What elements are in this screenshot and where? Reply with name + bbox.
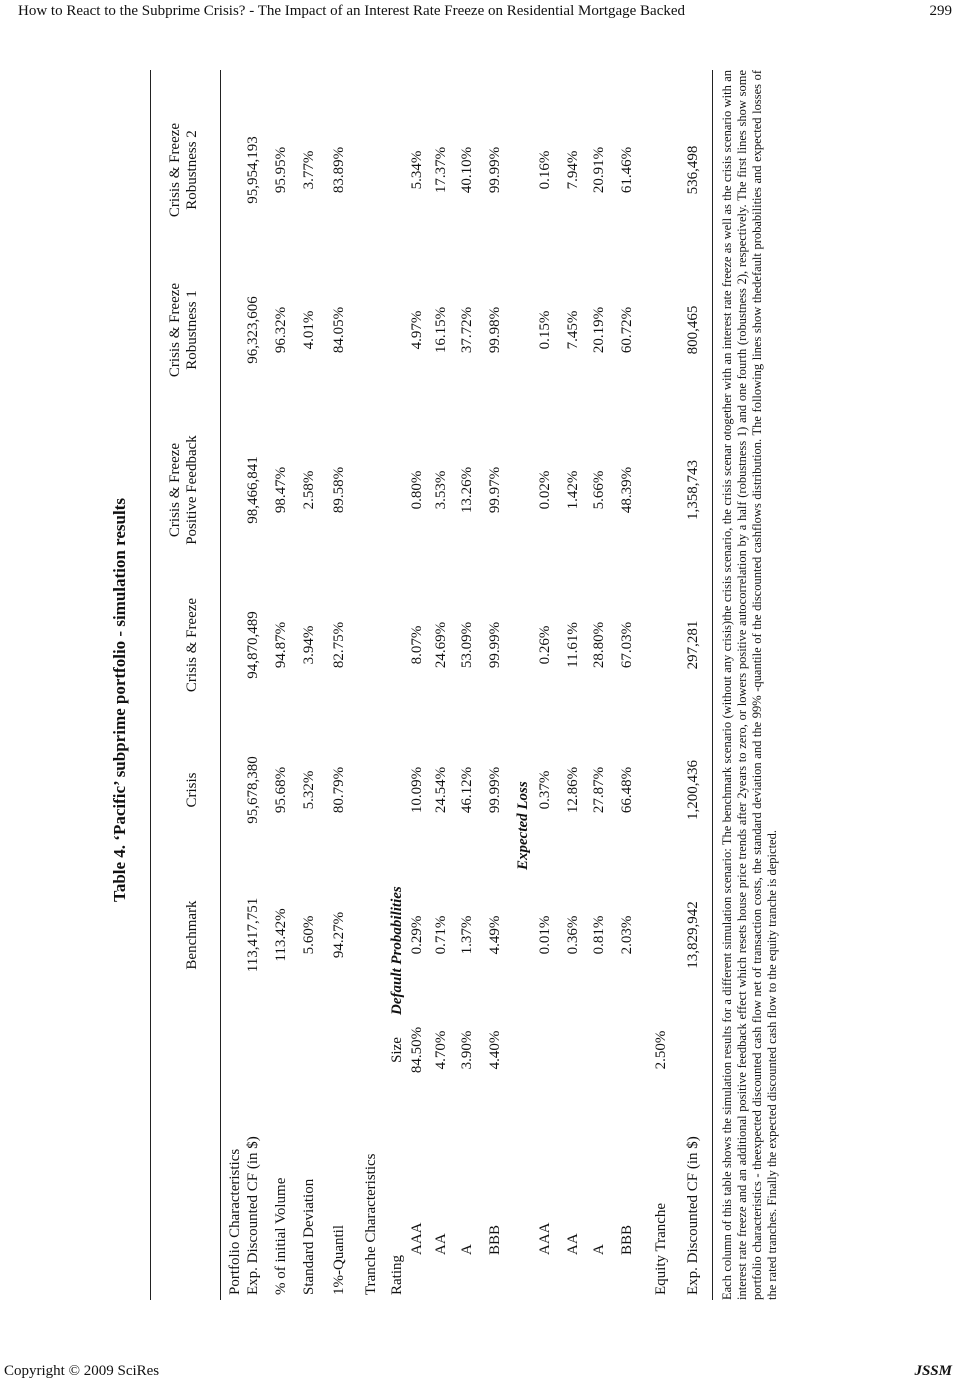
table-cell: 800,465 <box>685 305 701 355</box>
rating-bbb: BBB <box>619 1224 635 1255</box>
row-label-quantil: 1%-Quantil <box>331 1225 347 1295</box>
table-cell: 84.05% <box>331 306 347 354</box>
expected-loss-label: Expected Loss <box>515 781 531 870</box>
rating-aaa: AAA <box>537 1222 553 1255</box>
table-cell: 1.37% <box>459 915 475 955</box>
table-cell: 99.99% <box>487 621 503 669</box>
table-cell: 83.89% <box>331 146 347 194</box>
portfolio-section-label: Portfolio Characteristics <box>227 1148 243 1295</box>
table-cell: 24.54% <box>433 766 449 814</box>
table-cell: 13.26% <box>459 466 475 514</box>
col-header-2 <box>184 720 201 860</box>
table-cell: 11.61% <box>565 622 581 668</box>
table-cell: 16.15% <box>433 306 449 354</box>
col-header-3-text: Crisis & Freeze <box>184 597 200 693</box>
table-cell: 95,678,380 <box>245 756 261 824</box>
table-cell: 48.39% <box>619 466 635 514</box>
table-cell: 66.48% <box>619 766 635 814</box>
col-header-5-line1: Crisis & Freeze <box>167 282 183 378</box>
table-cell: 96,323,606 <box>245 296 261 364</box>
table-cell: 98,466,841 <box>245 456 261 524</box>
table-cell: 3.53% <box>433 470 449 510</box>
table-cell: 96.32% <box>273 306 289 354</box>
table-cell: 7.94% <box>565 150 581 190</box>
table-cell: 7.45% <box>565 310 581 350</box>
table-cell: 95.68% <box>273 766 289 814</box>
table-cell: 17.37% <box>433 146 449 194</box>
table-cell: 0.26% <box>537 625 553 665</box>
col-header-4-line2: Positive Feedback <box>184 435 200 545</box>
table-cell: 1,200,436 <box>685 760 701 820</box>
table-cell: 4.49% <box>487 915 503 955</box>
table-cell: 0.80% <box>409 470 425 510</box>
table-cell: 40.10% <box>459 146 475 194</box>
table-cell: 113.42% <box>273 908 289 962</box>
table-cell: 4.01% <box>301 310 317 350</box>
rating-label: Rating <box>389 1255 405 1295</box>
table-cell: 5.34% <box>409 150 425 190</box>
col-header-6 <box>167 90 201 250</box>
table-cell: 20.19% <box>591 306 607 354</box>
table-cell: 297,281 <box>685 620 701 670</box>
rating-bbb: BBB <box>487 1224 503 1255</box>
table-cell: 3.77% <box>301 150 317 190</box>
table-cell: 99.97% <box>487 466 503 514</box>
table-cell: 94,870,489 <box>245 611 261 679</box>
table-cell: 94.87% <box>273 621 289 669</box>
table-cell: 0.37% <box>537 770 553 810</box>
col-header-1 <box>184 860 201 1010</box>
rating-aa: AA <box>565 1233 581 1255</box>
table-cell: 8.07% <box>409 625 425 665</box>
row-label-std-dev: Standard Deviation <box>301 1178 317 1295</box>
table-cell: 67.03% <box>619 621 635 669</box>
table-cell: 0.01% <box>537 915 553 955</box>
page-footer <box>0 1360 966 1382</box>
table-cell: 5.60% <box>301 915 317 955</box>
table-cell: 0.71% <box>433 915 449 955</box>
equity-tranche-label: Equity Tranche <box>653 1202 669 1295</box>
table-cell: 4.97% <box>409 310 425 350</box>
table-bottom-rule <box>712 70 713 1300</box>
table-cell: 82.75% <box>331 621 347 669</box>
table-region <box>100 60 840 1340</box>
table-cell: 24.69% <box>433 621 449 669</box>
col-header-4 <box>167 410 201 570</box>
table-cell: 99.99% <box>487 146 503 194</box>
tranche-section-label: Tranche Characteristics <box>363 1153 379 1295</box>
table-cell: 113,417,751 <box>245 897 261 973</box>
col-header-2-text: Crisis <box>184 772 200 808</box>
table-cell: 98.47% <box>273 466 289 514</box>
equity-tranche-size: 2.50% <box>653 1030 669 1070</box>
table-top-rule <box>150 70 151 1300</box>
table-cell: 27.87% <box>591 766 607 814</box>
table-cell: 0.02% <box>537 470 553 510</box>
table-cell: 2.03% <box>619 915 635 955</box>
table-cell: 0.36% <box>565 915 581 955</box>
rating-aaa: AAA <box>409 1222 425 1255</box>
table-cell: 95,954,193 <box>245 136 261 204</box>
copyright-notice: Copyright © 2009 SciRes <box>4 1363 160 1379</box>
row-label-equity-exp-cf: Exp. Discounted CF (in $) <box>685 1136 701 1295</box>
table-cell: 10.09% <box>409 766 425 814</box>
table-cell: 99.98% <box>487 306 503 354</box>
rating-a: A <box>459 1244 475 1255</box>
tranche-size: 3.90% <box>459 1030 475 1070</box>
tranche-size: 4.40% <box>487 1030 503 1070</box>
rotated-table <box>100 60 840 1340</box>
tranche-size: 84.50% <box>409 1026 425 1074</box>
running-head <box>0 0 966 22</box>
table-cell: 60.72% <box>619 306 635 354</box>
col-header-4-line1: Crisis & Freeze <box>167 442 183 538</box>
table-cell: 80.79% <box>331 766 347 814</box>
table-header-rule <box>220 70 221 1300</box>
table-cell: 1.42% <box>565 470 581 510</box>
table-cell: 5.32% <box>301 770 317 810</box>
col-header-3 <box>184 570 201 720</box>
table-cell: 0.16% <box>537 150 553 190</box>
table-cell: 3.94% <box>301 625 317 665</box>
table-cell: 2.58% <box>301 470 317 510</box>
col-header-1-text: Benchmark <box>184 900 200 970</box>
table-cell: 0.81% <box>591 915 607 955</box>
table-cell: 0.15% <box>537 310 553 350</box>
col-header-5 <box>167 250 201 410</box>
table-cell: 1,358,743 <box>685 460 701 520</box>
table-cell: 20.91% <box>591 146 607 194</box>
table-note: Each column of this table shows the simulation results for a different simulation scenario: The benchmark scenario (without any crisis)the crisis scenario, the crisis scenar otogether with an interest rate freeze as well as the crisis scenario with an interest rate freeze and an additional positive feedback effect which resets house price trends after 2years to zero, or lowers positive autocorrelation by a half (robustness 1) and one fourth (robustness 2), respectively. The first lines show some portfolio characteristics - theexpected discounted cash flow net of transaction costs, the standard deviation and the 99% -quantile of the discounted cashflows distribution. The following lines show thedefault probabilities and expected losses of the rated tranches. Finally the expected discounted cash flow to the equity tranche is depicted. <box>720 70 779 1300</box>
table-cell: 13,829,942 <box>685 901 701 969</box>
table-cell: 89.58% <box>331 466 347 514</box>
table-cell: 95.95% <box>273 146 289 194</box>
running-head-title: How to React to the Subprime Crisis? - The Impact of an Interest Rate Freeze on Residential Mortgage Backed <box>18 3 686 19</box>
size-label: Size <box>389 1037 405 1063</box>
rating-aa: AA <box>433 1233 449 1255</box>
table-title: Table 4. ‘Pacific’ subprime portfolio - simulation results <box>110 498 129 902</box>
table-cell: 94.27% <box>331 911 347 959</box>
page-number: 299 <box>929 3 952 19</box>
table-cell: 37.72% <box>459 306 475 354</box>
table-cell: 46.12% <box>459 766 475 814</box>
rating-a: A <box>591 1244 607 1255</box>
table-cell: 53.09% <box>459 621 475 669</box>
col-header-5-line2: Robustness 1 <box>184 290 200 370</box>
table-cell: 0.29% <box>409 915 425 955</box>
table-cell: 12.86% <box>565 766 581 814</box>
row-label-exp-cf: Exp. Discounted CF (in $) <box>245 1136 261 1295</box>
table-cell: 536,498 <box>685 145 701 195</box>
row-label-initial-volume: % of initial Volume <box>273 1177 289 1295</box>
journal-abbrev: JSSM <box>914 1363 952 1379</box>
col-header-6-line1: Crisis & Freeze <box>167 122 183 218</box>
table-cell: 99.99% <box>487 766 503 814</box>
col-header-6-line2: Robustness 2 <box>184 130 200 210</box>
tranche-size: 4.70% <box>433 1030 449 1070</box>
table-cell: 61.46% <box>619 146 635 194</box>
default-probabilities-label: Default Probabilities <box>389 886 405 1015</box>
table-cell: 28.80% <box>591 621 607 669</box>
table-cell: 5.66% <box>591 470 607 510</box>
